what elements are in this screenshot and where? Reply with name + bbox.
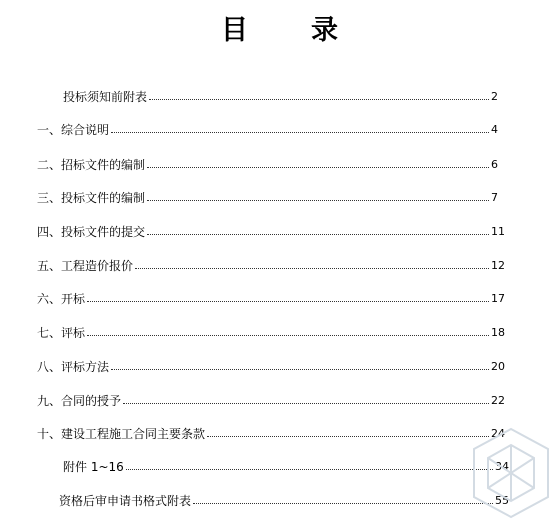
toc-entry-label: 投标须知前附表 — [63, 90, 148, 104]
toc-entry[interactable] — [37, 224, 505, 240]
toc-leader-dots — [207, 435, 489, 437]
toc-entry[interactable] — [37, 426, 505, 442]
toc-entry-label: 三、投标文件的编制 — [37, 191, 146, 205]
toc-entry-label: 二、招标文件的编制 — [37, 158, 146, 172]
toc-entry[interactable] — [37, 359, 505, 375]
toc-entry-label: 资格后审申请书格式附表 — [59, 494, 192, 508]
toc-entry-label: 七、评标 — [37, 326, 86, 340]
toc-entry[interactable] — [37, 325, 505, 341]
toc-leader-dots — [123, 402, 489, 404]
toc-entry-page: 24 — [491, 427, 505, 440]
toc-entry[interactable] — [59, 493, 509, 509]
toc-leader-dots — [147, 199, 489, 201]
toc-entry-page: 20 — [491, 360, 505, 373]
toc-leader-dots — [126, 468, 493, 470]
toc-entry-page: 6 — [491, 158, 498, 171]
toc-leader-dots — [193, 502, 493, 504]
toc-entry[interactable] — [37, 258, 505, 274]
toc-entry-label: 四、投标文件的提交 — [37, 225, 146, 239]
toc-entry-label: 五、工程造价报价 — [37, 259, 134, 273]
toc-entry-page: 4 — [491, 123, 498, 136]
toc-leader-dots — [147, 166, 489, 168]
toc-entry-page: 18 — [491, 326, 505, 339]
toc-entry-page: 55 — [495, 494, 509, 507]
toc-leader-dots — [135, 267, 489, 269]
toc-leader-dots — [149, 98, 489, 100]
toc-leader-dots — [147, 233, 489, 235]
toc-entry-page: 12 — [491, 259, 505, 272]
toc-entry-page: 11 — [491, 225, 505, 238]
toc-entry[interactable] — [37, 291, 505, 307]
toc-entry-label: 六、开标 — [37, 292, 86, 306]
toc-entry-label: 附件 1~16 — [63, 460, 124, 474]
toc-leader-dots — [111, 368, 489, 370]
toc-leader-dots — [87, 300, 489, 302]
toc-entry-label: 十、建设工程施工合同主要条款 — [37, 427, 206, 441]
toc-entry-label: 八、评标方法 — [37, 360, 110, 374]
toc-entry-page: 22 — [491, 394, 505, 407]
toc-entry[interactable] — [37, 157, 498, 173]
toc-entry[interactable] — [37, 190, 498, 206]
toc-leader-dots — [87, 334, 489, 336]
toc-entry[interactable] — [37, 122, 498, 138]
toc-entry[interactable] — [37, 393, 505, 409]
toc-entry-page: 2 — [491, 90, 498, 103]
toc-entry-page: 7 — [491, 191, 498, 204]
toc-entry[interactable] — [63, 459, 509, 475]
toc-entry-label: 九、合同的授予 — [37, 394, 122, 408]
toc-entry-label: 一、综合说明 — [37, 123, 110, 137]
title-char-1: 目 — [221, 15, 249, 46]
title-char-2: 录 — [311, 15, 339, 46]
toc-entry[interactable] — [63, 89, 498, 105]
toc-entry-page: 34 — [495, 460, 509, 473]
toc-entry-page: 17 — [491, 292, 505, 305]
toc-leader-dots — [111, 131, 489, 133]
